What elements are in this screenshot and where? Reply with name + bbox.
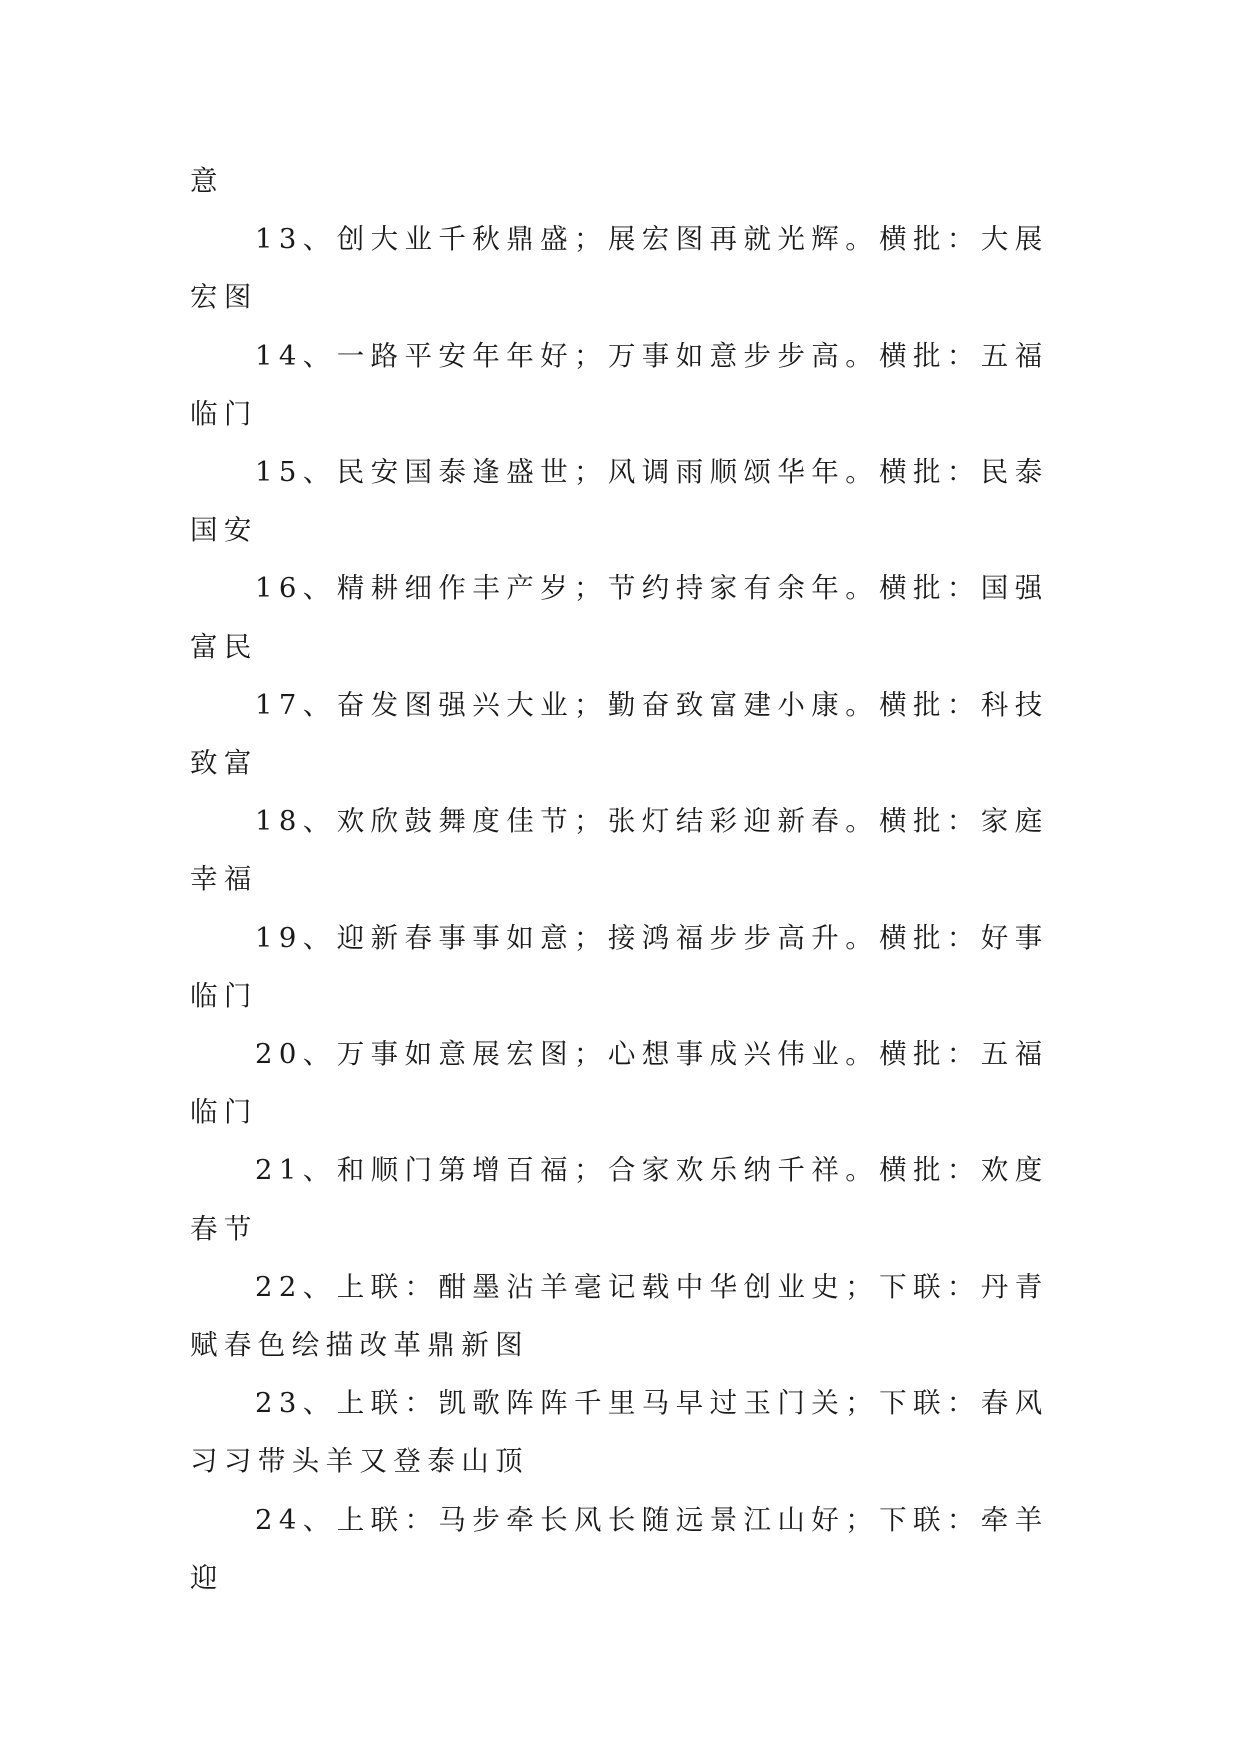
couplet-item-24: 24、上联：马步牵长风长随远景江山好；下联：牵羊迎 bbox=[190, 1503, 1049, 1594]
couplet-item-19: 19、迎新春事事如意；接鸿福步步高升。横批：好事临门 bbox=[190, 921, 1049, 1012]
couplet-item-18: 18、欢欣鼓舞度佳节；张灯结彩迎新春。横批：家庭幸福 bbox=[190, 805, 1049, 896]
couplet-item-13: 13、创大业千秋鼎盛；展宏图再就光辉。横批：大展宏图 bbox=[190, 223, 1049, 314]
couplet-item-21: 21、和顺门第增百福；合家欢乐纳千祥。横批：欢度春节 bbox=[190, 1154, 1049, 1245]
document-body bbox=[190, 152, 1050, 1607]
couplet-item-16: 16、精耕细作丰产岁；节约持家有余年。横批：国强富民 bbox=[190, 572, 1049, 663]
couplet-item-17: 17、奋发图强兴大业；勤奋致富建小康。横批：科技致富 bbox=[190, 688, 1049, 780]
couplet-item-23: 23、上联：凯歌阵阵千里马早过玉门关；下联：春风习习带头羊又登泰山顶 bbox=[190, 1387, 1049, 1478]
couplet-item-15: 15、民安国泰逢盛世；风调雨顺颂华年。横批：民泰国安 bbox=[190, 456, 1049, 547]
paragraph-continuation: 意 bbox=[190, 165, 224, 197]
couplet-item-14: 14、一路平安年年好；万事如意步步高。横批：五福临门 bbox=[190, 339, 1049, 430]
couplet-item-22: 22、上联：酣墨沾羊毫记载中华创业史；下联：丹青赋春色绘描改革鼎新图 bbox=[190, 1270, 1049, 1362]
couplet-item-20: 20、万事如意展宏图；心想事成兴伟业。横批：五福临门 bbox=[190, 1038, 1049, 1129]
